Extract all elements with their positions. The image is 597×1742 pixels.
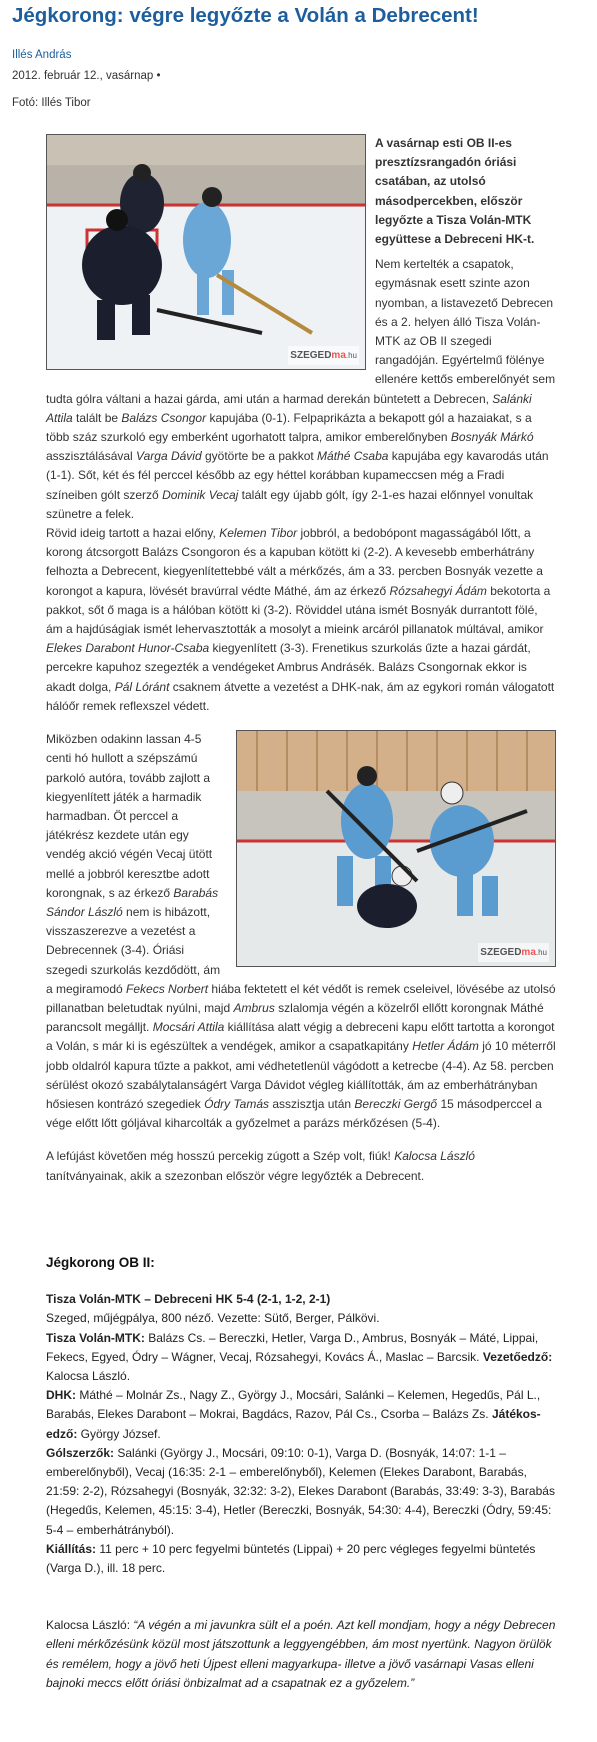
publish-date: 2012. február 12., vasárnap •: [12, 70, 161, 82]
away-roster: DHK: Máthé – Molnár Zs., Nagy Z., György J., Mocsári, Salánki – Kelemen, Hegedűs, Pál L., Barabás, Elekes Darabont – Mokrai, Bagdács, Razov, Pál Cs., Csorba – Balázs Zs. Játékos-edző: György József.: [46, 1388, 541, 1441]
paragraph-4: A lefújást követően még hosszú percekig zúgott a Szép volt, fiúk! Kalocsa László tanítványainak, akik a szezonban először végre legyőzték a Debrecent.: [46, 1149, 475, 1183]
hockey-photo-1-image: [47, 135, 366, 370]
hockey-photo-1: [46, 134, 366, 370]
match-venue: Szeged, műjégpálya, 800 néző. Vezette: Sütő, Berger, Pálkövi.: [46, 1311, 380, 1326]
quote-text: “A végén a mi javunkra sült el a poén. Azt kell mondjam, hogy a négy Debrecen elleni mérkőzésünk közül most játszottunk a leggyengébben, ám most nyertünk. Nagyon örülök és remélem, hogy a jövő heti Újpest elleni magyarkupa- illetve a jövő vasárnapi Vasas elleni bajnoki meccs előtt óriási önbizalmat ad a csapatnak ez a győzelem.”: [46, 1618, 556, 1691]
hockey-photo-2: [236, 730, 556, 967]
results-section: [46, 1253, 556, 1578]
photo-watermark: SZEGEDma.hu: [288, 346, 359, 365]
results-heading: Jégkorong OB II:: [46, 1255, 155, 1270]
author-link[interactable]: Illés András: [12, 49, 72, 61]
article-lead: A vasárnap esti OB II-es presztízsrangadón óriási csatában, az utolsó másodpercekben, először legyőzte a Tisza Volán-MTK együttese a Debreceni HK-t.: [375, 136, 535, 247]
match-result: Tisza Volán-MTK – Debreceni HK 5-4 (2-1, 1-2, 2-1): [46, 1292, 331, 1307]
photo-credit: Fotó: Illés Tibor: [12, 97, 91, 109]
coach-quote: [46, 1616, 556, 1694]
paragraph-1: Nem kertelték a csapatok, egymásnak esett szinte azon nyomban, a listavezető Debrecen és a 2. helyen álló Tisza Volán-MTK az OB II szegedi rangadóján. Egyértelmű fölénye ellenére kettős emberelőnyét sem tudta gólra váltani a hazai gárda, ami után a harmad derekán büntetett a Debrecen, Salánki Attila talált be Balázs Csongor kapujába (0-1). Felpaprikázta a bekapott gól a hazaiakat, s a több száz szurkoló egy emberként ugorhatott talpra, amikor emberelőnyben Bosnyák Márkó asszisztálásával Varga Dávid gyötörte be a pakkot Máthé Csaba kapujába egy kavarodás után (1-1). Sőt, két és fél perccel később az egy héttel korábban kupameccsen még a Fradi színeiben gólt szerző Dominik Vecaj talált egy újabb gólt, így 2-1-es hazai előnnyel vonultak szünetre a felek.: [46, 257, 556, 521]
penalties: Kiállítás: 11 perc + 10 perc fegyelmi büntetés (Lippai) + 20 perc végleges fegyelmi büntetés (Varga D.), ill. 18 perc.: [46, 1541, 536, 1576]
article-body: [46, 134, 556, 1186]
goal-scorers: Gólszerzők: Salánki (György J., Mocsári, 09:10: 0-1), Varga D. (Bosnyák, 14:07: 1-1 – emberelőnyből), Vecaj (16:35: 2-1 – emberelőnyből), Kelemen (Elekes Darabont, Barabás, 21:59: 2-2), Rózsahegyi (Bosnyák, 32:32: 3-2), Elekes Darabont (Barabás, 33:49: 3-3), Barabás (Hegedűs, Kelemen, 45:15: 3-4), Hetler (Bereczki, Bosnyák, 54:30: 4-4), Bereczki (Ódry, 59:45: 5-4 – emberhátrányból).: [46, 1445, 555, 1537]
home-roster: Tisza Volán-MTK: Balázs Cs. – Bereczki, Hetler, Varga D., Ambrus, Bosnyák – Máté, Lippai, Fekecs, Egyed, Ódry – Wágner, Vecaj, Rózsahegyi, Kovács Á., Maslac – Barcsik. Vezetőedző: Kalocsa László.: [46, 1330, 553, 1384]
paragraph-3: Miközben odakinn lassan 4-5 centi hó hullott a szépszámú parkoló autóra, tovább zajlott a kiegyenlített játék a harmadik harmadban. Öt perccel a játékrész kezdete után egy vendég akció végén Vecaj ütött mellé a jobbról keresztbe adott korongnak, s az érkező Barabás Sándor László nem is hibázott, visszaszerezve a vezetést a Debrecennek (3-4). Óriási szegedi szurkolás kezdődött, ám a megiramodó Fekecs Norbert hiába fektetett el két védőt is remek cseleivel, lövésébe az utolsó pillanatban beletudtak nyúlni, majd Ambrus szlalomja végén a közelről ellőtt korongnak Máthé parancsolt megálljt. Mocsári Attila kiállítása alatt végig a debreceni kapu előtt tartotta a korongot a Volán, s már ki is egészültek a vendégek, amikor a csapatkapitány Hetler Ádám jó 10 méterről jobb oldalról kapura tűzte a pakkot, ami védhetetlenül vágódott a ketrecbe (4-4). Az 58. percben sérülést okozó szabálytalanságért Varga Dávidot végleg kiállították, ám az emberhátrányban hősiesen kontrázó szegediek Ódry Tamás asszisztja után Bereczki Gergő 15 másodperccel a vége előtt lőtt góljával kiharcolták a győzelmet a parázs mérkőzésen (5-4).: [46, 732, 556, 1131]
photo-watermark: SZEGEDma.hu: [478, 943, 549, 962]
hockey-photo-2-image: [237, 731, 556, 967]
quote-speaker: Kalocsa László:: [46, 1618, 134, 1632]
article-title: Jégkorong: végre legyőzte a Volán a Debrecent!: [12, 4, 479, 27]
paragraph-2: Rövid ideig tartott a hazai előny, Kelemen Tibor jobbról, a bedobópont magasságából lőtt, a korong átcsorgott Balázs Csongoron és a kapuban kötött ki (2-2). A kevesebb emberhátrány felhozta a Debrecent, kiegyenlítettebbé vált a mérkőzés, ám a 33. percben Bosnyák vezette a korongot a kapura, lövését bravúrral védte Máthé, ám az érkező Rózsahegyi Ádám bekotorta a pakkot, sőt ő maga is a hálóban kötött ki (3-2). Röviddel utána ismét Bosnyák durrantott fölé, ám a hajdúságiak ismét lehervasztották a mosolyt a mieink arcáról pillanatok múltával, amikor Elekes Darabont Hunor-Csaba kiegyenlített (3-3). Frenetikus szurkolás űzte a hazai gárdát, percekre kapuhoz szegezték a vendégeket Ambrus Andrásék. Balázs Csongornak ekkor is akadt dolga, Pál Lóránt csaknem átvette a vezetést a DHK-nak, ám az egykori román válogatott hálóőr remek reflexszel védett.: [46, 526, 555, 713]
